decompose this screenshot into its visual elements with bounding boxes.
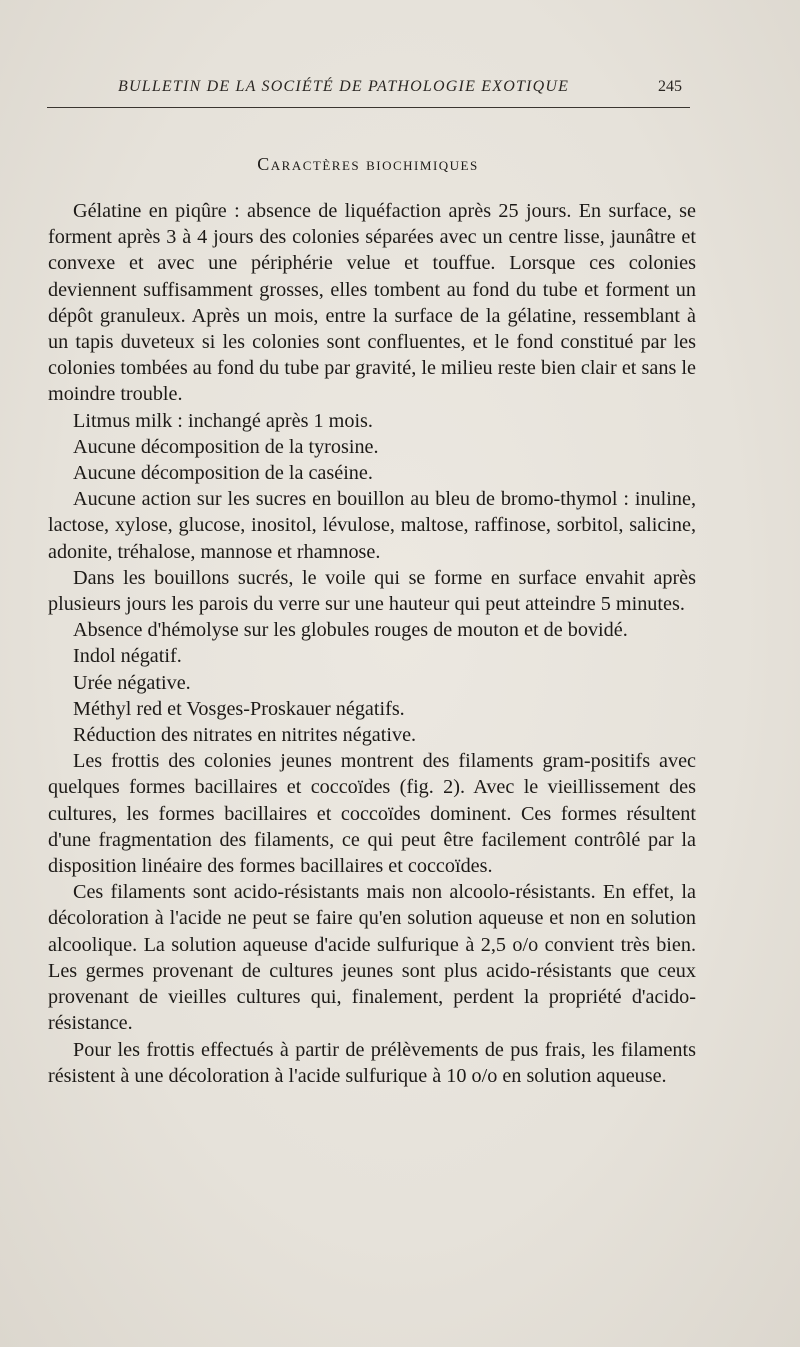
page-number: 245 xyxy=(658,78,682,95)
body-text xyxy=(48,198,696,1089)
paragraph-sucres: Aucune action sur les sucres en bouillon au bleu de bromo-thymol : inuline, lactose, xylose, glucose, inositol, lévulose, maltose, raffinose, sorbitol, salicine, adonite, tréhalose, mannose et rhamnose. xyxy=(48,488,696,563)
paragraph-uree: Urée négative. xyxy=(73,671,191,694)
paragraph-indol: Indol négatif. xyxy=(73,645,182,668)
paragraph-methyl-red: Méthyl red et Vosges-Proskauer négatifs. xyxy=(73,697,405,720)
paragraph-caseine: Aucune décomposition de la caséine. xyxy=(73,462,373,485)
paragraph-litmus-milk: Litmus milk : inchangé après 1 mois. xyxy=(73,409,373,432)
paragraph-hemolyse: Absence d'hémolyse sur les globules rouges de mouton et de bovidé. xyxy=(73,619,628,642)
paragraph-bouillons: Dans les bouillons sucrés, le voile qui se forme en surface envahit après plusieurs jours les parois du verre sur une hauteur qui peut atteindre 5 minutes. xyxy=(48,566,696,616)
section-heading: Caractères biochimiques xyxy=(257,154,479,174)
paragraph-frottis-colonies: Les frottis des colonies jeunes montrent des filaments gram-positifs avec quelques formes bacillaires et coccoïdes (fig. 2). Avec le vieillissement des cultures, les formes bacillaires et coccoïdes dominent. Ces formes résultent d'une fragmentation des filaments, ce qui peut être facilement contrôlé par la disposition linéaire des formes bacillaires et coccoïdes. xyxy=(48,750,696,878)
paragraph-tyrosine: Aucune décomposition de la tyrosine. xyxy=(73,435,379,458)
paragraph-frottis-pus: Pour les frottis effectués à partir de prélèvements de pus frais, les filaments résistent à une décoloration à l'acide sulfurique à 10 o/o en solution aqueuse. xyxy=(48,1038,696,1087)
paragraph-acido-resistants: Ces filaments sont acido-résistants mais non alcoolo-résistants. En effet, la décoloration à l'acide ne peut se faire qu'en solution aqueuse et non en solution alcoolique. La solution aqueuse d'acide sulfurique à 2,5 o/o convient très bien. Les germes provenant de cultures jeunes sont plus acido-résistants que ceux provenant de vieilles cultures qui, finalement, perdent la propriété d'acido-résistance. xyxy=(48,881,696,1035)
paragraph-nitrates: Réduction des nitrates en nitrites négative. xyxy=(73,724,417,747)
header-rule xyxy=(47,107,690,108)
paragraph-gelatine: Gélatine en piqûre : absence de liquéfaction après 25 jours. En surface, se forment après 3 à 4 jours des colonies séparées avec un centre lisse, jaunâtre et convexe et avec une périphérie velue et touffue. Lorsque ces colonies deviennent suffisamment grosses, elles tombent au fond du tube et forment un dépôt granuleux. Après un mois, entre la surface de la gélatine, ressemblant à un tapis duveteux si les colonies sont confluentes, et le fond constitué par les colonies tombées au fond du tube par gravité, le milieu reste bien clair et sans le moindre trouble. xyxy=(48,200,696,406)
running-header-title: BULLETIN DE LA SOCIÉTÉ DE PATHOLOGIE EXOTIQUE xyxy=(118,78,570,95)
